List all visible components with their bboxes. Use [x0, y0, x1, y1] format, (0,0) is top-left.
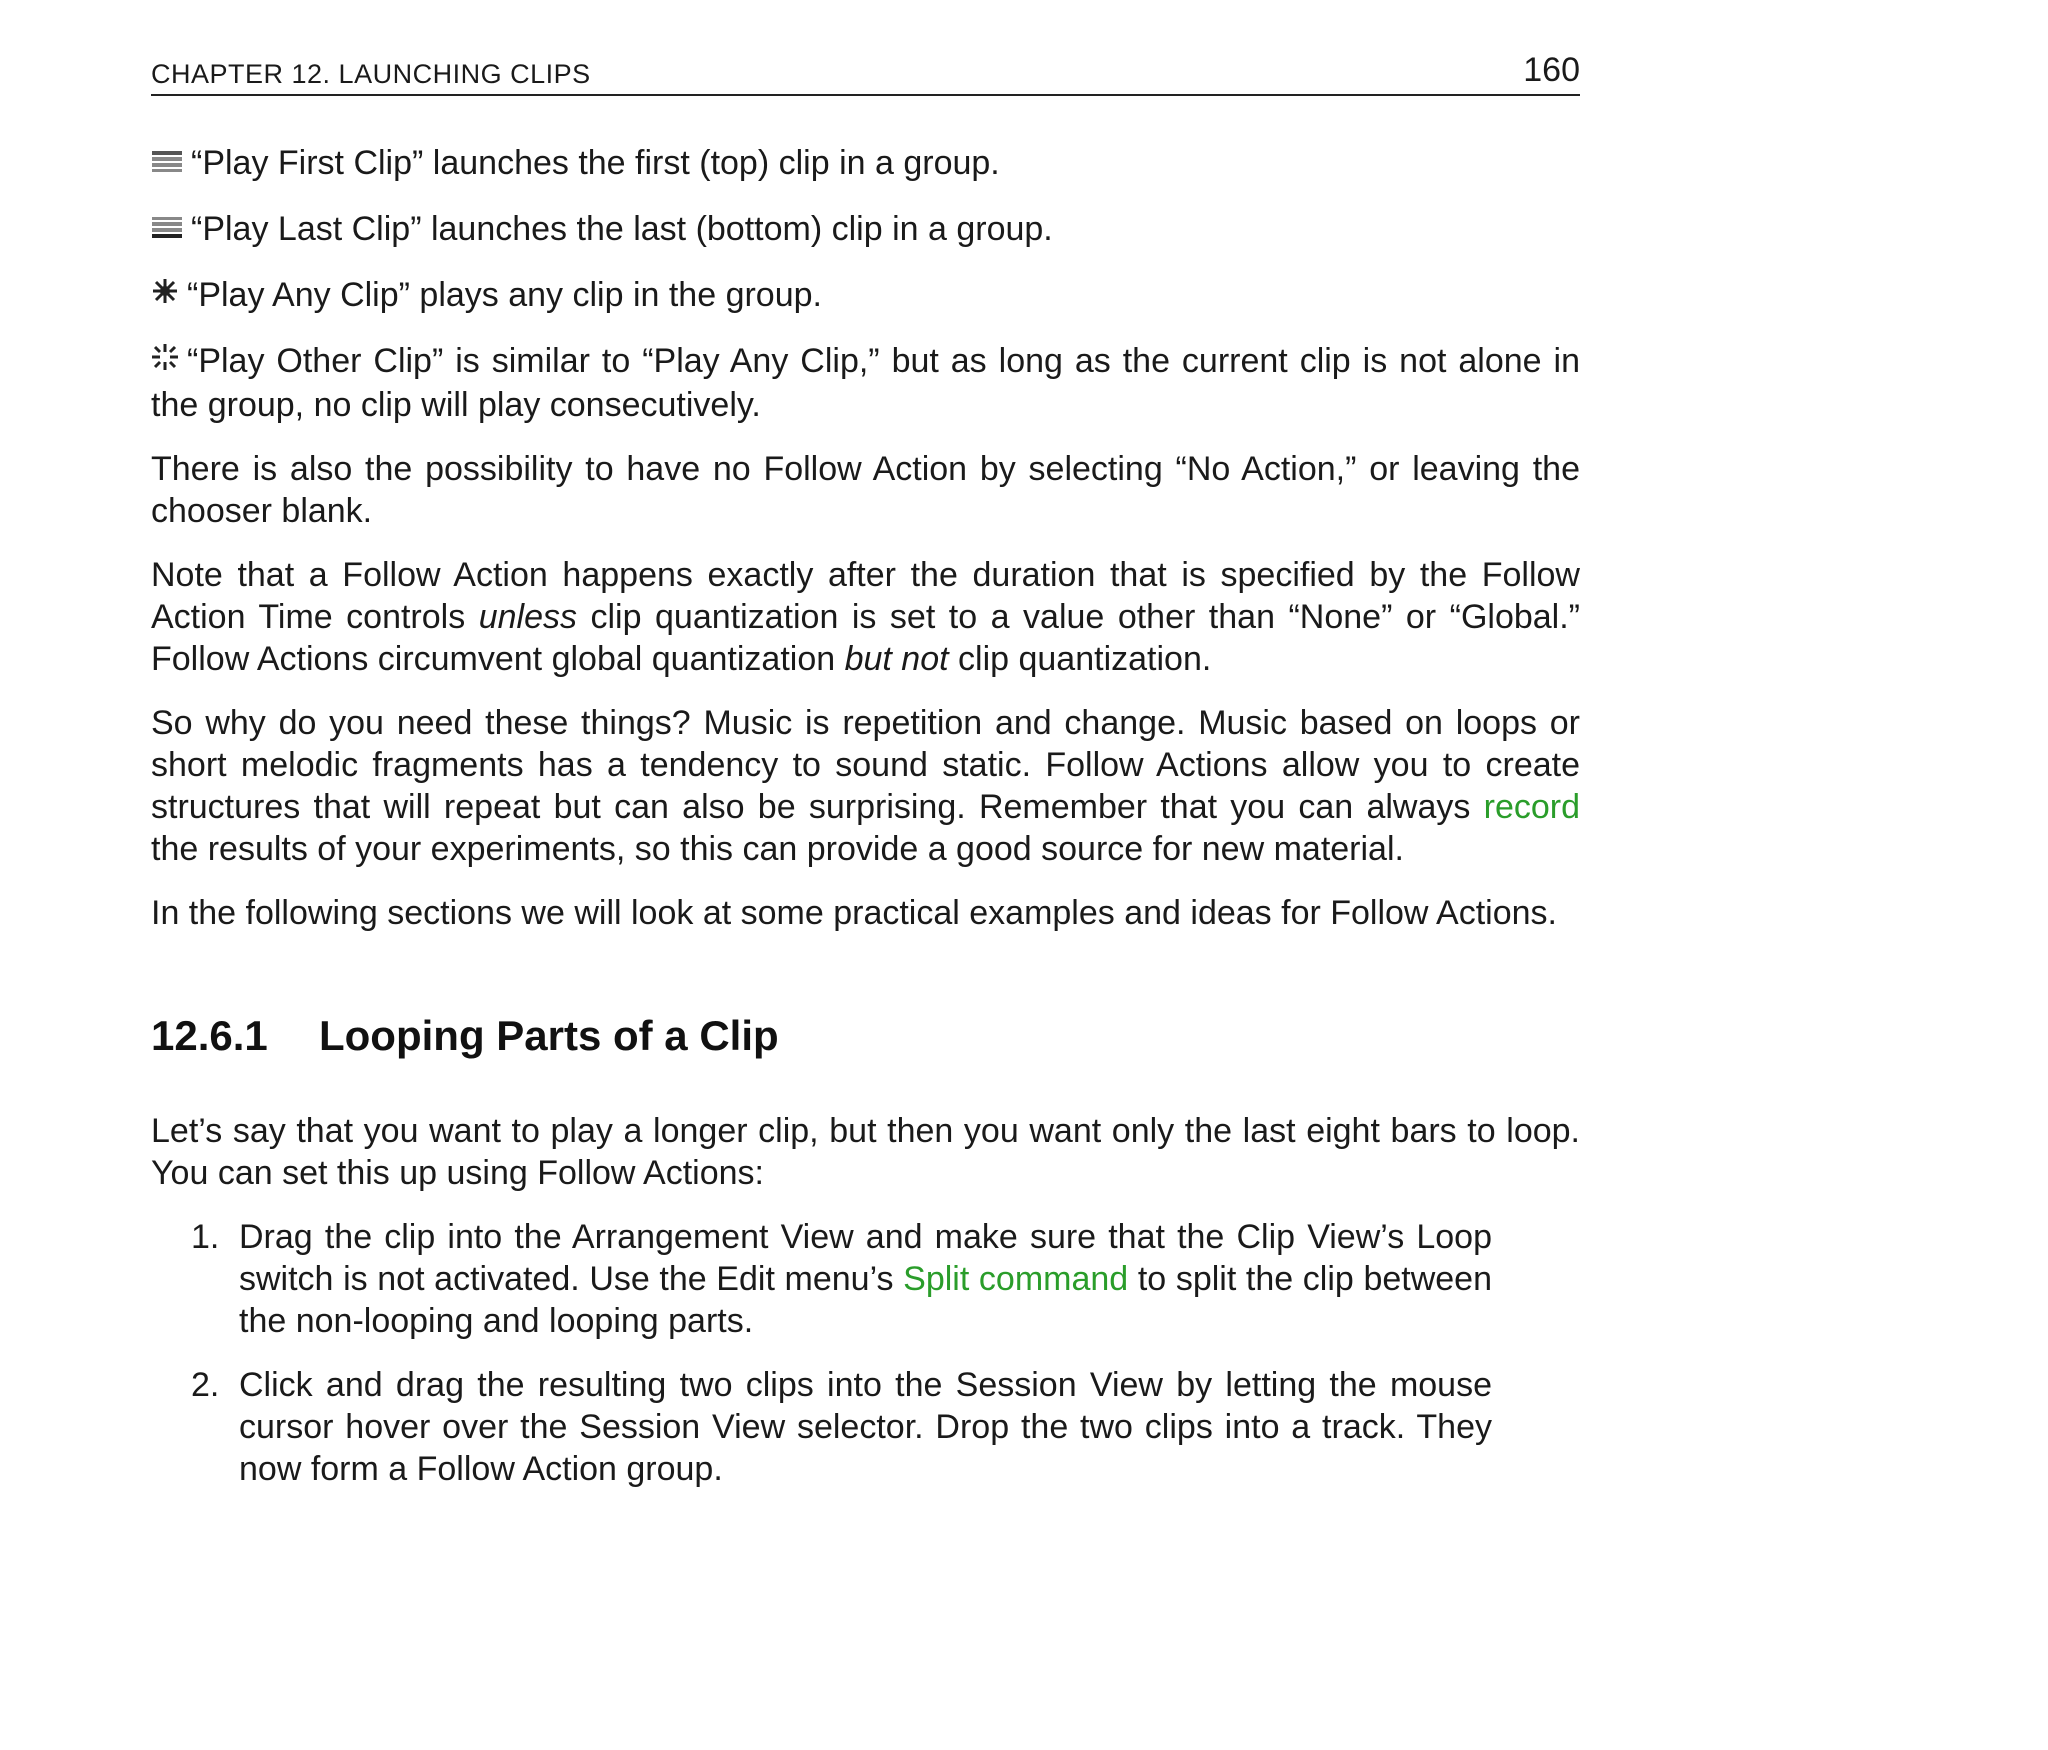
- follow-action-text: “Play First Clip” launches the first (top) clip in a group.: [191, 144, 1000, 182]
- record-link[interactable]: record: [1483, 788, 1580, 827]
- play-first-clip-icon: [151, 141, 183, 183]
- note-emphasis-unless: unless: [478, 598, 577, 637]
- step-number: 2.: [191, 1366, 220, 1405]
- why-text-1: So why do you need these things? Music is repetition and change. Music based on loops or short melodic fragments has a tendency to sound static. Follow Actions allow you to create structures that will repeat but can also be surprising. Remember that you can always: [151, 704, 1580, 827]
- follow-action-text: “Play Any Clip” plays any clip in the group.: [187, 276, 822, 315]
- note-text-1: Note that a Follow Action happens exactly after the duration that is specified by the Follow Action Time controls: [151, 556, 1580, 637]
- steps-list: [151, 1216, 1492, 1490]
- section-number: 12.6.1: [151, 1012, 268, 1060]
- why-text-2: the results of your experiments, so this can provide a good source for new material.: [151, 830, 1404, 869]
- play-any-clip-icon: [151, 273, 179, 315]
- step-text: Click and drag the resulting two clips into the Session View by letting the mouse cursor hover over the Session View selector. Drop the two clips into a track. They now form a Follow Action group.: [239, 1366, 1492, 1489]
- follow-action-play-any: [151, 274, 1580, 318]
- follow-action-text: “Play Last Clip” launches the last (bottom) clip in a group.: [191, 210, 1053, 249]
- note-text-3: clip quantization.: [948, 640, 1212, 679]
- running-header: [151, 48, 1580, 96]
- section-heading: [151, 1010, 1580, 1062]
- follow-action-text: “Play Other Clip” is similar to “Play Any Clip,” but as long as the current clip is not alone in the group, no clip will play consecutively.: [151, 342, 1580, 425]
- step-1-text-2: to split the clip between the non-looping and looping parts.: [239, 1260, 1492, 1341]
- paragraph-no-action: There is also the possibility to have no Follow Action by selecting “No Action,” or leaving the chooser blank.: [151, 450, 1580, 531]
- play-other-clip-icon: [151, 339, 179, 381]
- note-text-2: clip quantization is set to a value other than “None” or “Global.” Follow Actions circumvent global quantization: [151, 598, 1581, 679]
- follow-action-play-other: [151, 340, 1580, 426]
- step-number: 1.: [191, 1218, 220, 1257]
- step-text: [239, 1216, 1492, 1342]
- play-last-clip-icon: [151, 207, 183, 249]
- page-body: [151, 142, 1580, 1512]
- paragraph-why: [151, 702, 1580, 870]
- paragraph-following: In the following sections we will look at some practical examples and ideas for Follow Actions.: [151, 894, 1558, 933]
- follow-action-play-first: [151, 142, 1580, 186]
- follow-action-play-last: [151, 208, 1580, 252]
- paragraph-note: [151, 554, 1580, 680]
- chapter-title: CHAPTER 12. LAUNCHING CLIPS: [151, 59, 591, 89]
- note-emphasis-but-not: but not: [844, 640, 949, 679]
- paragraph-intro: Let’s say that you want to play a longer clip, but then you want only the last eight bars to loop. You can set this up using Follow Actions:: [151, 1112, 1580, 1193]
- page-number: 160: [1523, 51, 1580, 89]
- split-command-link[interactable]: Split command: [903, 1260, 1129, 1299]
- section-title: Looping Parts of a Clip: [319, 1012, 779, 1060]
- step-1-text-1: Drag the clip into the Arrangement View and make sure that the Clip View’s Loop switch is not activated. Use the Edit menu’s: [239, 1218, 1492, 1299]
- list-item: [151, 1216, 1492, 1342]
- list-item: [151, 1364, 1492, 1490]
